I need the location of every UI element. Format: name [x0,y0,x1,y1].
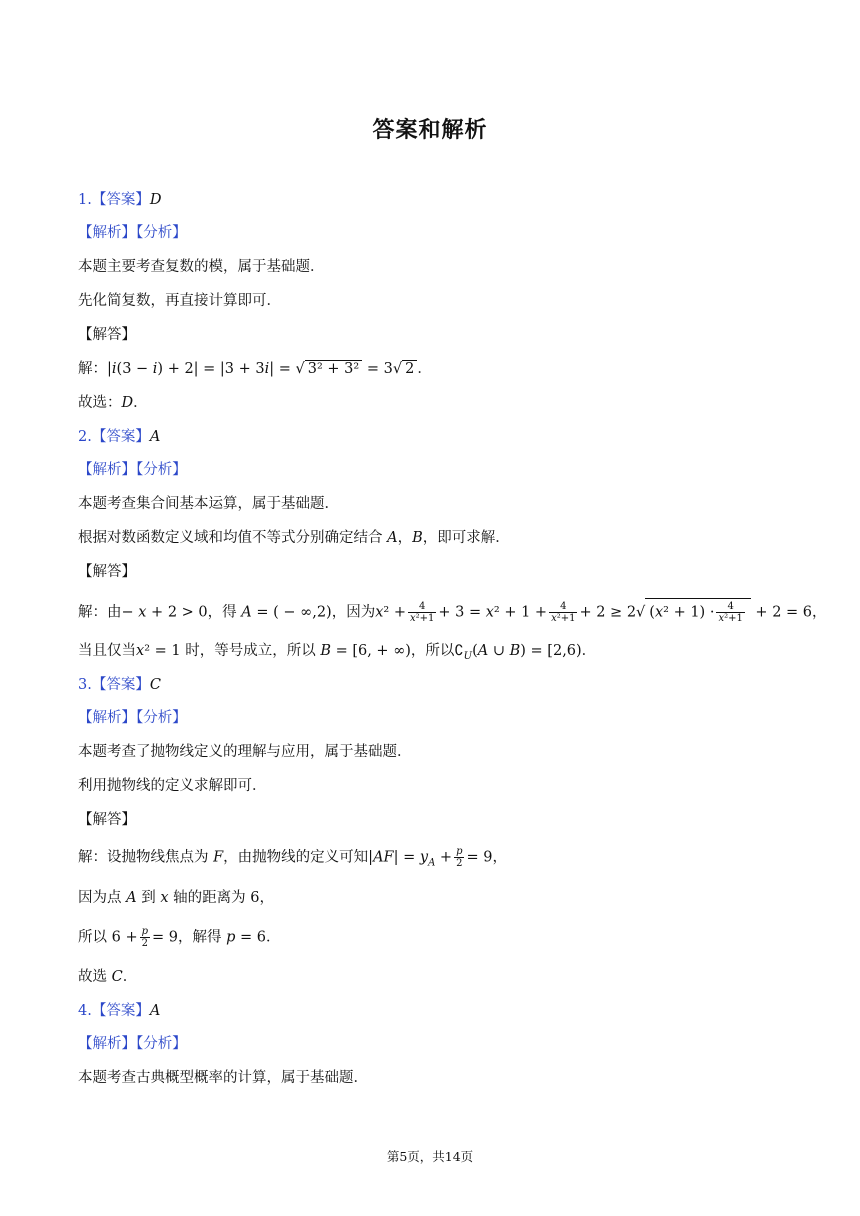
q1-answer-label: 1.【答案】 [78,192,150,208]
q1-solution-label: 【解答】 [78,327,136,343]
q3-answer-label: 3.【答案】 [78,677,150,693]
q2-analysis-text-2: 根据对数函数定义域和均值不等式分别确定结合 A，B，即可求解． [78,530,510,546]
q3-analysis-label: 【解析】【分析】 [78,710,187,726]
q2-answer-value: A [149,429,161,445]
q3-analysis-text-2: 利用抛物线的定义求解即可． [78,778,267,794]
q2-solution-line-2: 当且仅当x² = 1 时，等号成立，所以 B = [6, + ∞)，所以$∁_U(A$ ∪ B) = [2,6)． [78,643,597,662]
q1-answer-value: D [149,192,162,208]
q3-solution-line-2: 因为点 A 到 x 轴的距离为 6， [78,890,274,906]
q1-analysis-text-2: 先化简复数，再直接计算即可． [78,293,281,309]
page-title: 答案和解析 [372,118,488,143]
q2-answer-label: 2.【答案】 [78,429,150,445]
q3-conclusion: 故选 C． [78,969,138,985]
q1-analysis-label: 【解析】【分析】 [78,225,187,241]
q3-answer [78,674,161,696]
q3-solution-line-3: 所以 6 + $\frac{p}{2}$ = 9，解得 p = 6． [78,926,281,949]
q3-solution-label: 【解答】 [78,812,136,828]
q1-solution: 解：|i(3 − i) + 2| = |3 + 3i| = √ 3² + 3² = 3√ 2 ． [78,361,432,377]
q4-answer-label: 4.【答案】 [78,1003,150,1019]
q4-analysis-label: 【解析】【分析】 [78,1036,187,1052]
q3-analysis-text-1: 本题考查了抛物线定义的理解与应用，属于基础题． [78,744,412,760]
q2-solution-label: 【解答】 [78,564,136,580]
page-footer: 第5页，共14页 [386,1149,474,1164]
q1-analysis-text-1: 本题主要考查复数的模，属于基础题． [78,259,325,275]
q2-analysis-text-1: 本题考查集合间基本运算，属于基础题． [78,496,339,512]
q4-analysis-text-1: 本题考查古典概型概率的计算，属于基础题． [78,1070,368,1086]
q2-analysis-label: 【解析】【分析】 [78,462,187,478]
q4-answer [78,1000,160,1022]
q4-answer-value: A [149,1003,161,1019]
q1-answer [78,189,161,211]
q2-solution-line-1: 解：由− x + 2 > 0，得 A = ( − ∞,2)，因为x² + $\frac{4}{\text{x²+1}}$ + 3 = x² + 1 + $\frac{4}{\text{x²+1}}$ + 2 ≥ 2√ (x² + 1) · $\frac{4}{\text{x²+1}}$ + 2 = 6， [78,598,827,624]
q3-answer-value: C [149,677,161,693]
q1-conclusion: 故选：D． [78,395,148,411]
q3-solution-line-1: 解：设抛物线焦点为 F，由抛物线的定义可知$|AF| = y_A$ + $\frac{p}{2}$ = 9， [78,846,507,869]
q2-answer [78,426,160,448]
